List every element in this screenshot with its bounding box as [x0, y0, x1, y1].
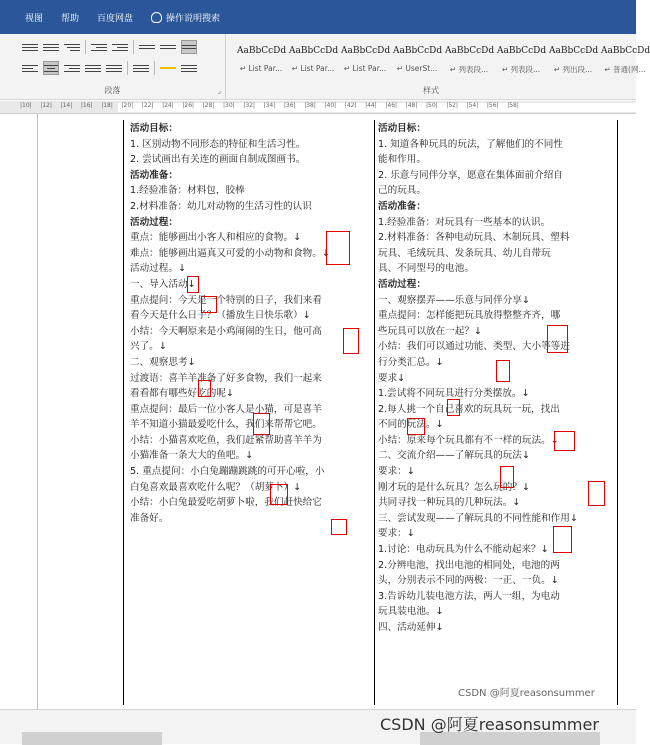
menu-view[interactable]: 视图: [25, 13, 44, 24]
numbering-icon[interactable]: [43, 40, 59, 54]
style-name: ↵ 列表段...: [501, 65, 541, 74]
text-line: 一、导入活动↓: [130, 278, 196, 290]
text-line: 小结：我们可以通过功能、类型、大小等等进: [378, 341, 570, 353]
watermark-large: CSDN @阿夏reasonsummer: [380, 715, 599, 734]
text-line: 小结：原来每个玩具都有不一样的玩法。↓: [378, 434, 559, 446]
table-border-left: [123, 120, 124, 705]
tell-me-label: 操作说明搜索: [166, 13, 221, 24]
divider: [85, 40, 86, 54]
tell-me-search[interactable]: [151, 11, 220, 24]
divider: [127, 61, 128, 75]
text-line: 己的玩具。: [378, 185, 426, 197]
ruler-tick-label: |26|: [182, 102, 195, 109]
text-line: 要求：↓: [378, 528, 415, 540]
style-sample: AaBbCcDd: [341, 46, 391, 56]
watermark-small: CSDN @阿夏reasonsummer: [458, 684, 595, 699]
style-name: ↵ List Par...: [239, 64, 283, 73]
text-line: 小结：小白兔最爱吃胡萝卜啦，我们赶快给它: [130, 497, 322, 509]
ruler-tick-label: |28|: [202, 102, 215, 109]
ruler-tick-label: |56|: [486, 102, 499, 109]
text-line: 难点：能够画出逼真又可爱的小动物和食物。↓: [130, 247, 330, 259]
highlight-box: [588, 481, 605, 506]
style-tile[interactable]: [392, 40, 442, 80]
style-name: ↵ 列表段...: [449, 65, 489, 74]
text-line: 二、观察思考↓: [130, 356, 196, 368]
ruler-tick-label: |48|: [405, 102, 418, 109]
ruler-tick-label: |16|: [80, 102, 93, 109]
text-line: 2.材料准备：各种电动玩具、木制玩具、塑料: [378, 232, 570, 244]
text-line: 小结：小猫喜欢吃鱼，我们赶紧帮助喜羊羊为: [130, 434, 322, 446]
menu-help[interactable]: 帮助: [61, 13, 80, 24]
text-line: 玩具、毛绒玩具、发条玩具、幼儿自带玩: [378, 247, 551, 259]
text-line: 行分类汇总。↓: [378, 356, 444, 368]
ruler-tick-label: |22|: [141, 102, 154, 109]
text-line: 重点提问：今天是一个特别的日子，我们来看: [130, 294, 322, 306]
text-line: 重点提问：怎样能把玩具放得整整齐齐，哪: [378, 310, 561, 322]
ruler-tick-label: |32|: [243, 102, 255, 109]
lightbulb-icon: [151, 12, 162, 23]
style-name: ↵ List Par...: [343, 64, 387, 73]
text-line: 过渡语：喜羊羊准备了好多食物，我们一起来: [130, 372, 322, 384]
highlight-box: [407, 418, 425, 435]
text-line: 1.经验准备：对玩具有一些基本的认识。: [378, 216, 551, 228]
paragraph-row-1: [22, 40, 197, 54]
highlight-box: [553, 526, 572, 553]
text-line: 活动准备：: [130, 169, 178, 181]
ruler-tick-label: |30|: [223, 102, 235, 109]
text-line: 二、交流介绍——了解玩具的玩法↓: [378, 450, 530, 462]
multilevel-list-icon[interactable]: [64, 40, 80, 54]
text-line: 1.讨论：电动玩具为什么不能动起来？↓: [378, 544, 549, 556]
text-line: 看今天是什么日子？（播放生日快乐歌）↓: [130, 310, 311, 322]
style-tile[interactable]: [288, 40, 338, 80]
paragraph-group: [0, 34, 226, 100]
text-line: 准备好。: [130, 512, 169, 524]
text-line: 活动目标：: [378, 123, 426, 134]
highlight-box: [500, 466, 514, 488]
style-name: ↵ 普通(网...: [604, 65, 646, 74]
text-line: 1.尝试将不同玩具进行分类摆放。↓: [378, 388, 530, 400]
ruler-tick-label: |14|: [60, 102, 73, 109]
highlight-box: [201, 296, 217, 313]
ruler-tick-label: |52|: [446, 102, 458, 109]
increase-indent-icon[interactable]: [112, 40, 128, 54]
style-tile[interactable]: [600, 40, 650, 80]
ruler-tick-label: |20|: [121, 102, 134, 109]
text-line: 1.经验准备：材料包，胶棒: [130, 185, 245, 197]
text-line: 活动过程：: [130, 216, 178, 228]
text-line: 活动过程：: [378, 278, 426, 290]
text-line: 活动准备：: [378, 200, 426, 212]
highlight-box: [187, 276, 199, 293]
highlight-box: [343, 328, 359, 354]
table-border-middle: [374, 120, 375, 705]
text-line: 重点提问：最后一位小客人是小猫，可是喜羊: [130, 403, 322, 415]
justify-icon[interactable]: [85, 61, 101, 75]
text-line: 要求：↓: [378, 466, 415, 478]
style-sample: AaBbCcDd: [445, 46, 495, 56]
ruler-tick-label: |24|: [162, 102, 174, 109]
style-tile[interactable]: [548, 40, 598, 80]
styles-group-label: 样式: [423, 86, 439, 95]
text-line: 不同的玩法。↓: [378, 419, 444, 431]
chinese-layout-icon[interactable]: [139, 40, 155, 54]
menu-baidu-netdisk[interactable]: 百度网盘: [97, 13, 134, 24]
text-line: 羊不知道小猫最爱吃什么，我们来帮帮它吧。: [130, 419, 322, 431]
status-segment: [22, 732, 162, 745]
style-name: ↵ UserSt...: [396, 64, 438, 73]
paragraph-row-2: [22, 61, 197, 75]
text-line: 5. 重点提问：小白兔蹦蹦跳跳的可开心啦，小: [130, 466, 325, 478]
dialog-launcher-icon[interactable]: ⌟: [217, 87, 221, 95]
ruler-tick-label: |40|: [324, 102, 337, 109]
text-line: 活动目标：: [130, 123, 178, 134]
ruler-tick-label: |18|: [101, 102, 113, 109]
ruler-tick-label: |10|: [20, 102, 32, 109]
left-lesson-plan-cell[interactable]: [130, 121, 372, 526]
text-line: 3.告诉幼儿装电池方法，两人一组，为电动: [378, 590, 560, 602]
style-sample: AaBbCcDd: [393, 46, 443, 56]
text-line: 小猫准备一条大大的鱼吧。↓: [130, 450, 254, 462]
ruler-tick-label: |42|: [344, 102, 357, 109]
highlight-box: [253, 413, 270, 435]
text-line: 2.分辨电池，找出电池的相同处，电池的两: [378, 559, 560, 571]
ruler-tick-label: |36|: [283, 102, 296, 109]
text-line: 2. 乐意与同伴分享，愿意在集体面前介绍自: [378, 169, 563, 181]
style-sample: AaBbCcDd: [237, 46, 287, 56]
ruler-tick-label: |38|: [304, 102, 316, 109]
text-line: 1. 知道各种玩具的玩法，了解他们的不同性: [378, 138, 563, 150]
ruler-tick-label: |44|: [365, 102, 377, 109]
highlight-box: [331, 519, 347, 535]
text-line: 能和作用。: [378, 154, 426, 166]
sort-icon[interactable]: [160, 40, 176, 54]
text-line: 小结：今天啊原来是小鸡闹闹的生日，他可高: [130, 325, 322, 337]
style-sample: AaBbCcDd: [289, 46, 339, 56]
text-line: 2.每人挑一个自己喜欢的玩具玩一玩，找出: [378, 403, 560, 415]
highlight-box: [496, 360, 510, 382]
ruler-track: [118, 103, 636, 112]
style-tile[interactable]: [236, 40, 286, 80]
align-right-icon[interactable]: [64, 61, 80, 75]
borders-icon[interactable]: [181, 61, 197, 75]
text-line: 活动过程。↓: [130, 263, 187, 275]
ruler-tick-label: |58|: [507, 102, 519, 109]
highlight-box: [447, 399, 460, 416]
text-line: 1. 区别动物不同形态的特征和生活习性。: [130, 138, 306, 150]
text-line: 看看都有哪些好吃的呢↓: [130, 388, 234, 400]
highlight-box: [554, 431, 575, 451]
style-name: ↵ 列出段...: [553, 65, 593, 74]
page-edge: [37, 114, 38, 709]
ruler-tick-label: |34|: [263, 102, 276, 109]
align-left-icon[interactable]: [22, 61, 38, 75]
distributed-icon[interactable]: [106, 61, 122, 75]
text-line: 共同寻找一种玩具的几种玩法。↓: [378, 497, 521, 509]
text-line: 重点：能够画出小客人和相应的食物。↓: [130, 232, 302, 244]
text-line: 刚才玩的是什么玩具？怎么玩的？↓: [378, 481, 530, 493]
divider: [133, 40, 134, 54]
style-tile[interactable]: [340, 40, 390, 80]
text-line: 2. 尝试画出有关连的画面自制成图画书。: [130, 154, 306, 166]
text-line: 白兔喜欢最喜欢吃什么呢？（胡萝卜）↓: [130, 481, 302, 493]
text-line: 2.材料准备：幼儿对动物的生活习性的认识: [130, 200, 312, 212]
text-line: 具、不同型号的电池。: [378, 263, 474, 275]
text-line: 三、尝试发现——了解玩具的不同性能和作用↓: [378, 512, 578, 524]
styles-group: [226, 34, 650, 100]
text-line: 兴了。↓: [130, 341, 167, 353]
menu-bar: [0, 0, 636, 34]
table-border-right: [617, 120, 618, 705]
decrease-indent-icon[interactable]: [91, 40, 107, 54]
line-spacing-icon[interactable]: [133, 61, 149, 75]
ruler-tick-label: |46|: [385, 102, 398, 109]
paragraph-group-label: 段落: [104, 86, 121, 95]
ribbon: [0, 34, 650, 100]
style-gallery: [236, 40, 650, 80]
style-sample: AaBbCcDd: [549, 46, 599, 56]
text-line: 玩具装电池。↓: [378, 606, 444, 618]
divider: [154, 61, 155, 75]
shading-icon[interactable]: [160, 61, 176, 75]
style-sample: AaBbCcDd: [497, 46, 547, 56]
highlight-box: [198, 380, 211, 397]
align-center-icon[interactable]: [43, 61, 59, 75]
text-line: 四、活动延伸↓: [378, 622, 444, 633]
horizontal-ruler[interactable]: [0, 101, 636, 114]
ruler-tick-label: |12|: [40, 102, 52, 109]
style-tile[interactable]: [496, 40, 546, 80]
style-sample: AaBbCcDd: [601, 46, 650, 56]
text-line: 要求↓: [378, 372, 406, 384]
ruler-tick-label: |50|: [426, 102, 438, 109]
text-line: 一、观察摆弄——乐意与同伴分享↓: [378, 294, 530, 306]
bullets-icon[interactable]: [22, 40, 38, 54]
text-line: 头，分别表示不同的两极：一正、一负。↓: [378, 575, 559, 587]
text-line: 些玩具可以放在一起？↓: [378, 325, 482, 337]
style-tile[interactable]: [444, 40, 494, 80]
style-name: ↵ List Par...: [291, 64, 335, 73]
ruler-tick-label: |54|: [466, 102, 479, 109]
highlight-box: [326, 231, 350, 265]
highlight-box: [270, 484, 288, 505]
highlight-box: [547, 325, 568, 353]
show-marks-icon[interactable]: [181, 40, 197, 54]
